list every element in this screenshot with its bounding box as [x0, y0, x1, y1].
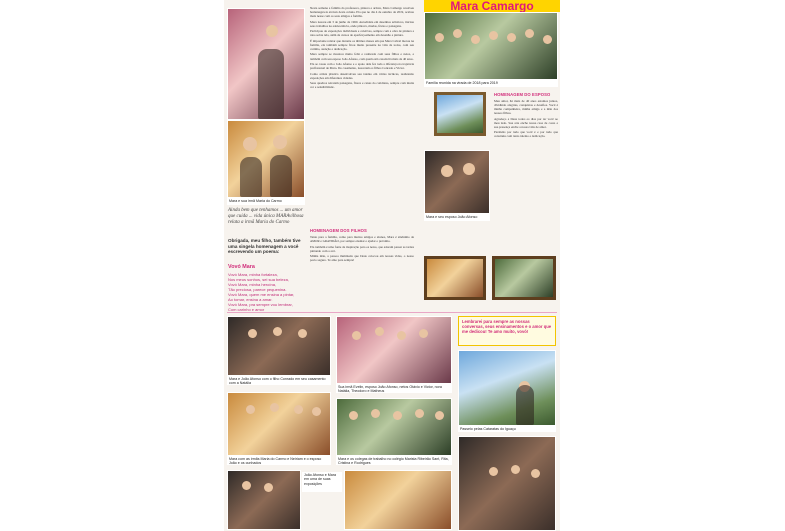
section-heading-filhos: HOMENAGEM DOS FILHOS — [310, 228, 367, 233]
article-paragraph: Parabéns por tudo que você é e por tudo que construiu com tanto talento e dedicação. — [494, 130, 558, 139]
title-banner — [424, 0, 560, 12]
photo-couple — [424, 150, 490, 214]
article-paragraph: Mara sempre se mostrou muito feliz e realizada com seus filhos e netos, e também com seu esposo João Afonso, com quem está casada há mais de 40 anos. — [310, 52, 414, 61]
figure-head — [453, 29, 462, 38]
photo-sisters — [227, 120, 305, 198]
figure-head — [463, 163, 475, 175]
figure-head — [352, 331, 361, 340]
photo-painting-frame — [434, 92, 486, 136]
caption-grandchildren: Sua irmã Evelin, esposo João Afonso, netos Otávio e Victor, nora Natália, Theodoro e Matheus — [336, 384, 452, 393]
article-paragraph: Nesta semana a família da professora, pintora e artista, Mara Camargo resolveu homenageá-la através desta coluna. Ela que no dia 4 de outubro de 2019, acabou mais nesse com os seus amigos e família. — [310, 6, 414, 19]
figure-head — [435, 33, 444, 42]
figure-head — [246, 405, 255, 414]
newspaper-page — [224, 0, 560, 531]
poem-line: Vovó Mara, quem me ensina a pintar, — [228, 292, 295, 297]
photo-sisters-group — [227, 392, 331, 456]
figure-head — [489, 467, 498, 476]
photo-artist-painting — [227, 8, 305, 120]
figure-head — [415, 409, 424, 418]
poem-line: Nos meus sonhos, sei sua beleza, — [228, 277, 289, 282]
photo-exhibition — [227, 470, 301, 530]
figure-head — [242, 481, 251, 490]
figure-shape — [270, 155, 292, 197]
figure-shape — [240, 157, 262, 197]
figure-head — [273, 135, 287, 149]
caption-sisters-group: Mara com as irmãs Maria do Carmo e Neiriam e o esposo João e os cunhados — [227, 456, 331, 465]
article-paragraph: Mara nasceu em 3 de junho de 1960. Autodidata em desenhos artísticos, iniciou seus trabalhos na adolescência, onde pintava, mudas, frutas e paisagens. — [310, 19, 414, 28]
section-heading-esposo: HOMENAGEM DO ESPOSO — [494, 92, 551, 97]
photo-work-colleagues — [336, 398, 452, 456]
photo-painting-field — [492, 256, 556, 300]
figure-head — [298, 329, 307, 338]
article-paragraph: Tanto para a família, como para muitos amigos e alunos, Mara é sinônimo de AMOR e GRATIDÃO, por sempre ensinar e ajudar o próximo. — [310, 235, 414, 244]
figure-head — [273, 327, 282, 336]
article-column-esposo — [494, 99, 558, 259]
photo-painting-landscape — [424, 256, 486, 300]
quote-text — [228, 208, 304, 236]
figure-head — [312, 407, 321, 416]
caption-family: Família reunida na virada de 2018 para 2019 — [424, 80, 558, 87]
article-paragraph: Ela também é uma fonte de inspiração para os netos, que adoram passar as tardes pintando com a avó. — [310, 244, 414, 253]
photo-family-grandchildren — [336, 316, 452, 384]
poem-line: Vovó Mara, minha fortaleza, — [228, 272, 278, 277]
figure-head — [441, 165, 453, 177]
figure-head — [294, 405, 303, 414]
article-paragraph: Meu amor, há mais de 40 anos estamos juntos, dividindo alegrias, conquistas e desafios. Você é minha companheira, minha amiga e a mãe dos nossos filhos. — [494, 99, 558, 116]
figure-head — [375, 327, 384, 336]
figure-head — [243, 137, 257, 151]
poem-intro: Obrigada, meu filho, também tive uma singela homenagem a você escrevendo um poema: — [228, 238, 301, 255]
poem-line: Com carinho e amor — [228, 307, 265, 312]
figure-head — [531, 469, 540, 478]
caption-couple: Mara e seu esposo João Afonso — [424, 214, 490, 221]
photo-waterfalls — [458, 350, 556, 426]
photo-family-group — [424, 12, 558, 80]
article-paragraph: Agradeço a Deus todos os dias por ter você ao meu lado. Sua arte enche nossa casa de cores e sua presença enche a nossa vida de amor. — [494, 116, 558, 129]
photo-wedding — [227, 316, 331, 376]
figure-head — [507, 33, 516, 42]
article-paragraph: Minha mãe, a pessoa iluminada que Deus colocou em nossas vidas, o nosso porto seguro. Te amo para sempre! — [310, 254, 414, 263]
figure-head — [371, 409, 380, 418]
article-paragraph: É importante relatar que durante os últimos meses em que Mara Cabral morou na família, ela também sempre ficou muito presente na vida de todos, com seu carinho, atenção e dedicação. — [310, 38, 414, 51]
page-title: Mara Camargo — [450, 0, 534, 12]
poem-title: Vovó Mara — [228, 264, 255, 270]
caption-exhibition: João Afonso e Mara em uma de suas exposições — [302, 472, 342, 492]
article-column-filhos — [310, 235, 414, 307]
poem-line: Vovó Mara, pra sempre vou lembrar, — [228, 302, 293, 307]
figure-head — [264, 483, 273, 492]
figure-head — [525, 29, 534, 38]
poem-line: Tão preciosa, parece pequenina. — [228, 287, 287, 292]
poem-lines — [228, 272, 304, 312]
figure-head — [393, 411, 402, 420]
caption-sisters: Mara e sua irmã Maria do Carmo — [227, 198, 305, 205]
figure-head — [511, 465, 520, 474]
quote-body: Ainda bem que tenhamos ... um amor que cuida ... vida única MARAvilhosa — [228, 208, 304, 219]
article-paragraph: Como artista plástica desenvolveu seu talento em várias técnicas, realizando exposições em diferentes cidades. — [310, 71, 414, 80]
poem-line: Ao tomar, ensina a amar. — [228, 297, 273, 302]
highlight-quote: Lembrarei para sempre as nossas conversas, seus ensinamentos e o amor que me dedicou! Te amo muito, vovó! — [458, 316, 556, 346]
photo-church-arch — [458, 436, 556, 531]
article-paragraph: Seus quadros retratam paisagens, flores e cenas do cotidiano, sempre com muita cor e sensibilidade. — [310, 81, 414, 90]
figure-head — [266, 25, 278, 37]
figure-head — [489, 31, 498, 40]
figure-head — [248, 329, 257, 338]
article-column-1 — [310, 6, 414, 226]
divider-line — [227, 312, 557, 313]
figure-head — [435, 411, 444, 420]
article-paragraph: Ela se casou com o João Afonso e o apoio dele fez toda a diferença na trajetória profissional de Mara. Do casamento, nasceram os filhos Conrado e Victor. — [310, 62, 414, 71]
quote-author: relata a irmã Maria do Carmo — [228, 220, 290, 225]
figure-head — [270, 403, 279, 412]
photo-exhibition-paintings — [344, 470, 452, 530]
caption-waterfalls: Passeio pelas Cataratas do Iguaçu — [458, 426, 556, 432]
poem-line: Vovó Mara, minha heroína, — [228, 282, 277, 287]
figure-shape — [516, 385, 534, 425]
figure-head — [349, 411, 358, 420]
caption-wedding: Mara e João Afonso com o filho Conrado em seu casamento com a Natália — [227, 376, 331, 385]
figure-head — [471, 35, 480, 44]
figure-shape — [258, 49, 284, 119]
caption-colleagues: Mara e os colegas de trabalho no colégio Marista Ribeirão Sant, Rita, Cristina e Rodrigues — [336, 456, 452, 465]
figure-head — [543, 35, 552, 44]
figure-head — [397, 331, 406, 340]
article-paragraph: Participou de exposições individuais e coletivas, sempre com a obra de pintura a óleo sobre tela, além de cursos de aperfeiçoamento em desenho e pintura. — [310, 29, 414, 38]
figure-head — [419, 329, 428, 338]
